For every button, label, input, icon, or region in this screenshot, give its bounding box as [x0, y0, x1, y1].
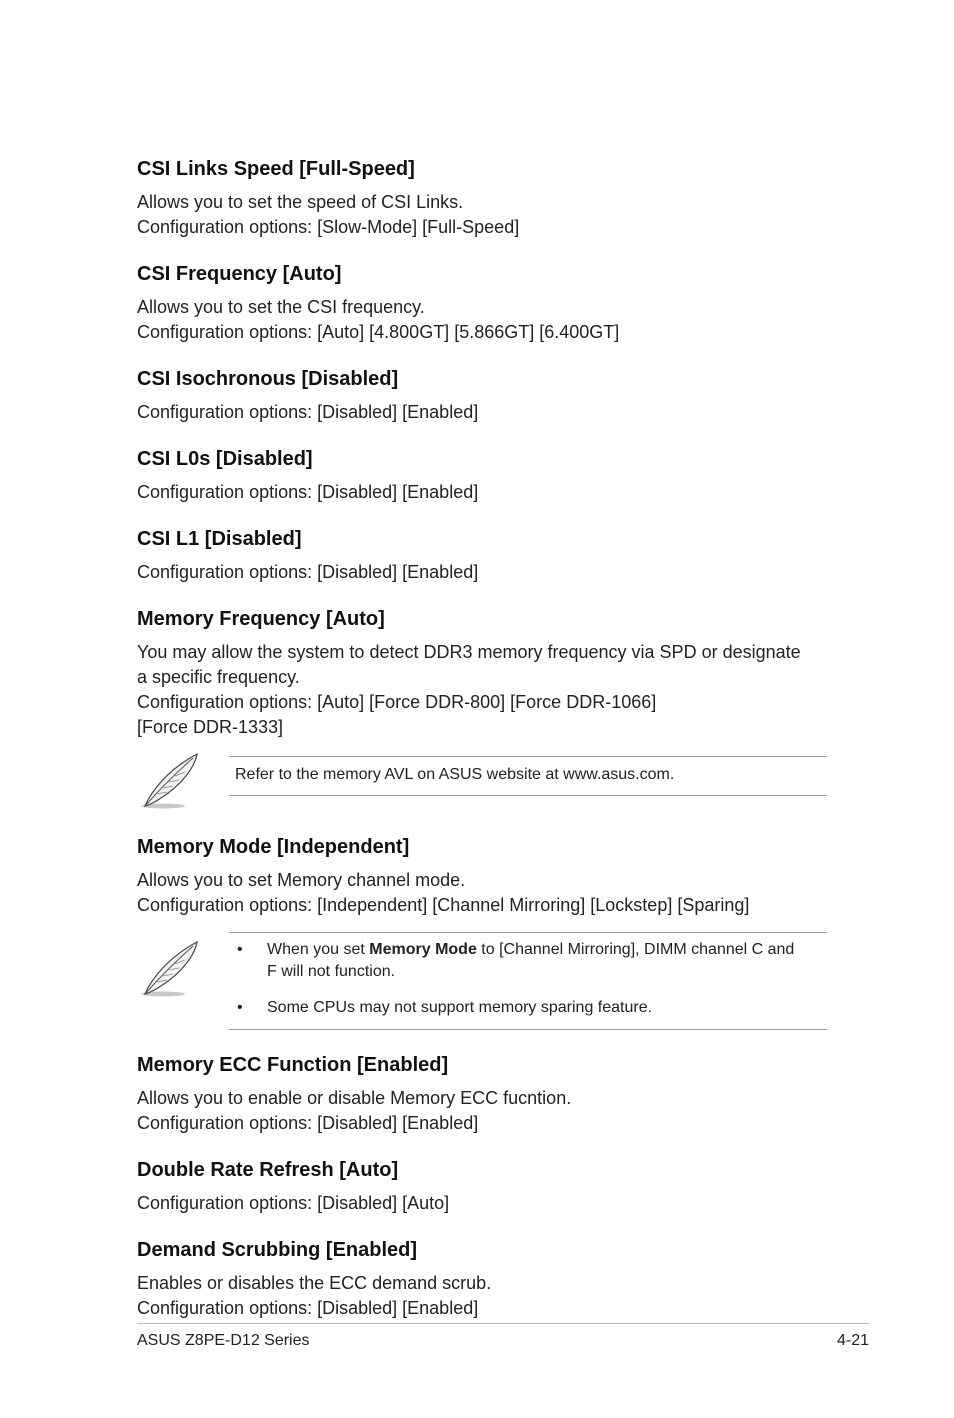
note-list — [235, 939, 827, 1019]
section-title: CSI Frequency [Auto] — [137, 263, 342, 285]
bold-term: Memory Mode — [369, 941, 477, 958]
section-text: [Force DDR-1333] — [137, 717, 284, 737]
section-text: Configuration options: [Disabled] [Enabled] — [137, 1298, 479, 1318]
section-memory-mode — [137, 834, 827, 918]
section-text: Enables or disables the ECC demand scrub. — [137, 1273, 492, 1293]
pen-note-icon — [137, 748, 229, 812]
section-title: CSI L1 [Disabled] — [137, 528, 302, 550]
section-title: Memory Mode [Independent] — [137, 836, 410, 858]
note-memory-avl — [137, 748, 827, 812]
section-text: Allows you to set Memory channel mode. — [137, 870, 466, 890]
section-text: Configuration options: [Slow-Mode] [Full-Speed] — [137, 217, 520, 237]
note-box — [229, 932, 827, 1030]
section-text: Allows you to set the speed of CSI Links. — [137, 192, 464, 212]
page-footer — [137, 1323, 869, 1350]
page-number: 4-21 — [836, 1332, 869, 1349]
section-title: Memory ECC Function [Enabled] — [137, 1054, 449, 1076]
section-title: Demand Scrubbing [Enabled] — [137, 1239, 418, 1261]
section-title: CSI Isochronous [Disabled] — [137, 368, 399, 390]
section-text: Configuration options: [Disabled] [Enabled] — [137, 402, 479, 422]
section-title: Double Rate Refresh [Auto] — [137, 1159, 399, 1181]
section-text: Configuration options: [Independent] [Channel Mirroring] [Lockstep] [Sparing] — [137, 895, 750, 915]
bullet: • — [237, 941, 243, 958]
list-item: • Some CPUs may not support memory sparing feature. — [235, 997, 827, 1019]
section-text: You may allow the system to detect DDR3 memory frequency via SPD or designate — [137, 642, 801, 662]
section-text: Allows you to set the CSI frequency. — [137, 297, 425, 317]
section-text: Configuration options: [Auto] [4.800GT] [5.866GT] [6.400GT] — [137, 322, 620, 342]
footer-product: ASUS Z8PE-D12 Series — [137, 1332, 310, 1349]
section-csi-l0s — [137, 446, 827, 505]
pen-note-icon — [137, 936, 229, 1000]
note-memory-mode — [137, 932, 827, 1030]
section-demand-scrubbing — [137, 1237, 827, 1321]
section-memory-frequency — [137, 606, 827, 740]
section-text: Configuration options: [Auto] [Force DDR-800] [Force DDR-1066] — [137, 692, 657, 712]
section-text: a specific frequency. — [137, 667, 300, 687]
manual-page — [137, 156, 827, 1342]
section-text: Allows you to enable or disable Memory ECC fucntion. — [137, 1088, 572, 1108]
section-csi-frequency — [137, 261, 827, 345]
list-item: • When you set Memory Mode to [Channel Mirroring], DIMM channel C and F will not function. — [237, 941, 795, 980]
section-double-rate-refresh — [137, 1157, 827, 1216]
section-memory-ecc — [137, 1052, 827, 1136]
section-csi-isochronous — [137, 366, 827, 425]
section-csi-links-speed — [137, 156, 827, 240]
section-text: Configuration options: [Disabled] [Auto] — [137, 1193, 450, 1213]
section-title: CSI L0s [Disabled] — [137, 448, 313, 470]
section-text: Configuration options: [Disabled] [Enabled] — [137, 482, 479, 502]
note-box — [229, 756, 827, 796]
note-text: Refer to the memory AVL on ASUS website at www.asus.com. — [235, 766, 675, 783]
bullet: • — [237, 999, 243, 1016]
section-title: Memory Frequency [Auto] — [137, 608, 385, 630]
section-title: CSI Links Speed [Full-Speed] — [137, 158, 415, 180]
section-csi-l1 — [137, 526, 827, 585]
section-text: Configuration options: [Disabled] [Enabled] — [137, 1113, 479, 1133]
section-text: Configuration options: [Disabled] [Enabled] — [137, 562, 479, 582]
